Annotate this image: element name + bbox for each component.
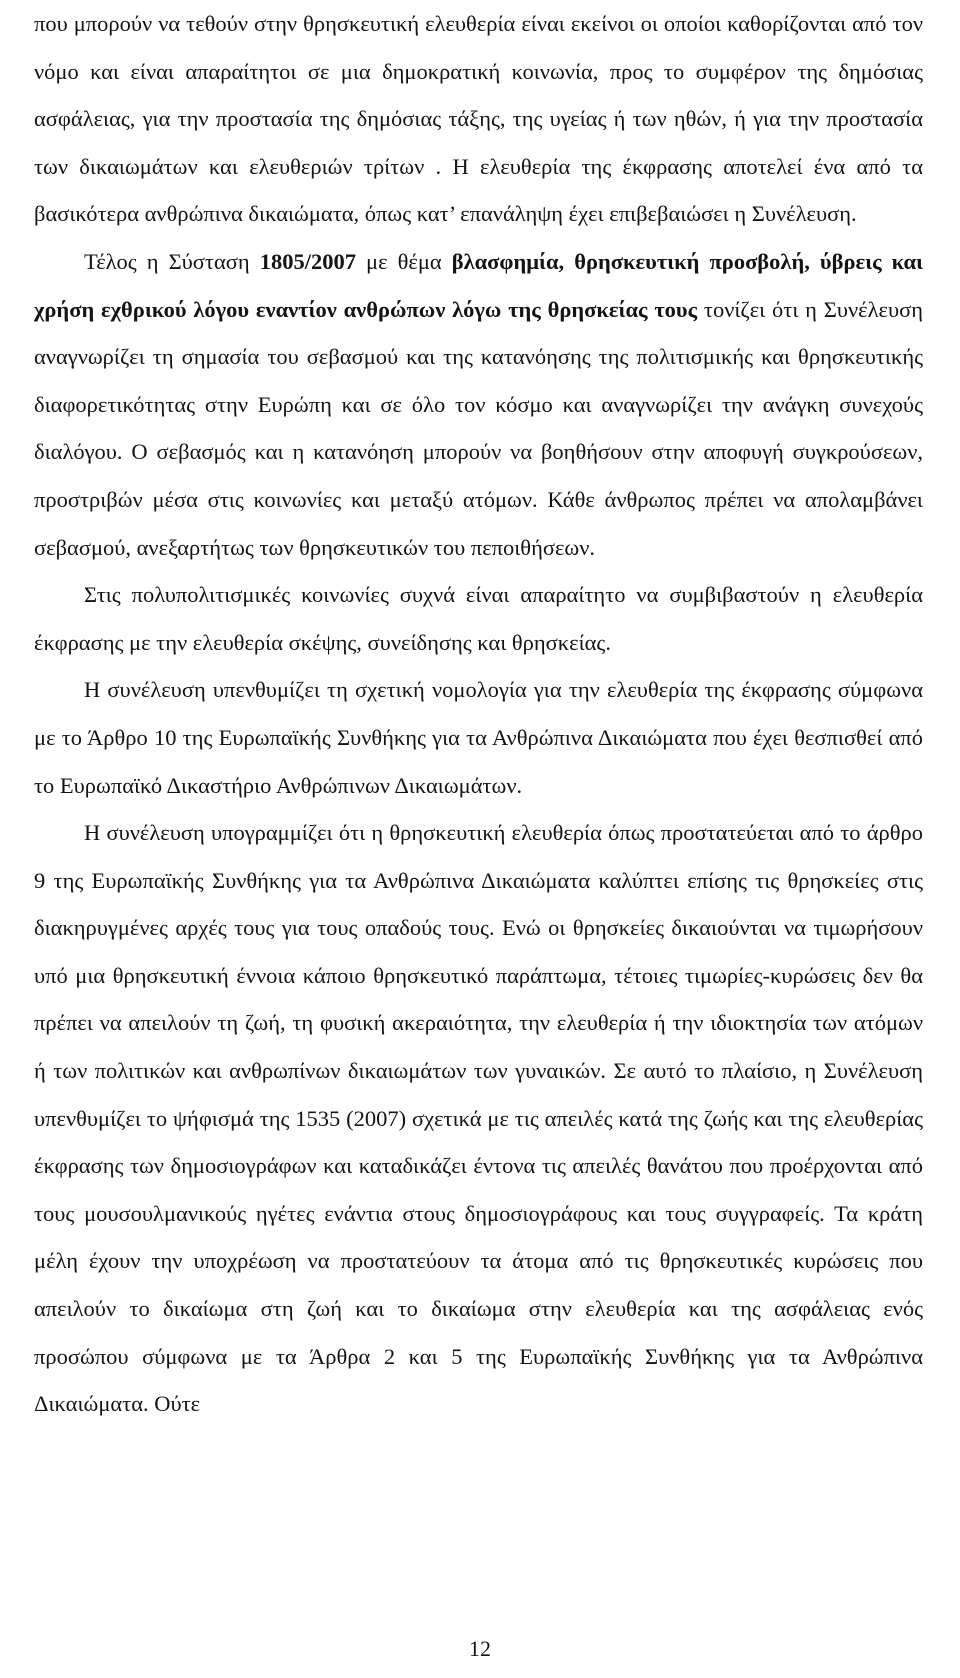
paragraph [34, 0, 923, 238]
text-run: τονίζει ότι η Συνέλευση αναγνωρίζει τη σημασία του σεβασμού και της κατανόησης της πολιτισμικής και θρησκευτικής διαφορετικότητας στην Ευρώπη και σε όλο τον κόσμο και αναγνωρίζει την ανάγκη συνεχούς διαλόγου. Ο σεβασμός και η κατανόηση μπορούν να βοηθήσουν στην αποφυγή συγκρούσεων, προστριβών μέσα στις κοινωνίες και μεταξύ ατόμων. Κάθε άνθρωπος πρέπει να απολαμβάνει σεβασμού, ανεξαρτήτως των θρησκευτικών του πεποιθήσεων. [34, 296, 923, 560]
paragraph [34, 571, 923, 666]
text-run: που μπορούν να τεθούν στην θρησκευτική ελευθερία είναι εκείνοι οι οποίοι καθορίζονται από τον νόμο και είναι απαραίτητοι σε μια δημοκρατική κοινωνία, προς το συμφέρον της δημόσιας ασφάλειας, για την προστασία της δημόσιας τάξης, της υγείας ή των ηθών, ή για την προστασία των δικαιωμάτων και ελευθεριών τρίτων . Η ελευθερία της έκφρασης αποτελεί ένα από τα βασικότερα ανθρώπινα δικαιώματα, όπως κατ’ επανάληψη έχει επιβεβαιώσει η Συνέλευση. [34, 11, 923, 227]
recommendation-subject: βλασφημία, θρησκευτική προσβολή, ύβρεις και χρήση εχθρικού λόγου εναντίον ανθρώπων λόγω της θρησκείας τους [34, 248, 923, 322]
text-run: με θέμα [355, 248, 452, 274]
text-run: Τέλος η Σύσταση [84, 248, 260, 274]
paragraph [34, 666, 923, 809]
text-run: Η συνέλευση υπενθυμίζει τη σχετική νομολογία για την ελευθερία της έκφρασης σύμφωνα με το Άρθρο 10 της Ευρωπαϊκής Συνθήκης για τα Ανθρώπινα Δικαιώματα που έχει θεσπισθεί από το Ευρωπαϊκό Δικαστήριο Ανθρώπινων Δικαιωμάτων. [34, 677, 923, 798]
paragraph [34, 238, 923, 571]
document-body [34, 0, 923, 1428]
page-number: 12 [469, 1636, 491, 1661]
text-run: Στις πολυπολιτισμικές κοινωνίες συχνά είναι απαραίτητο να συμβιβαστούν η ελευθερία έκφρασης με την ελευθερία σκέψης, συνείδησης και θρησκείας. [34, 582, 923, 655]
recommendation-number: 1805/2007 [259, 248, 356, 274]
paragraph [34, 809, 923, 1428]
text-run: Η συνέλευση υπογραμμίζει ότι η θρησκευτική ελευθερία όπως προστατεύεται από το άρθρο 9 της Ευρωπαϊκής Συνθήκης για τα Ανθρώπινα Δικαιώματα καλύπτει επίσης τις θρησκείες στις διακηρυγμένες αρχές τους για τους οπαδούς τους. Ενώ οι θρησκείες δικαιούνται να τιμωρήσουν υπό μια θρησκευτική έννοια κάποιο θρησκευτικό παράπτωμα, τέτοιες τιμωρίες-κυρώσεις δεν θα πρέπει να απειλούν τη ζωή, τη φυσική ακεραιότητα, την ελευθερία ή την ιδιοκτησία των ατόμων ή των πολιτικών και ανθρωπίνων δικαιωμάτων των γυναικών. Σε αυτό το πλαίσιο, η Συνέλευση υπενθυμίζει το ψήφισμά της 1535 (2007) σχετικά με τις απειλές κατά της ζωής και της ελευθερίας έκφρασης των δημοσιογράφων και καταδικάζει έντονα τις απειλές θανάτου που προέρχονται από τους μουσουλμανικούς ηγέτες ενάντια στους δημοσιογράφους και τους συγγραφείς. Τα κράτη μέλη έχουν την υποχρέωση να προστατεύουν τα άτομα από τις θρησκευτικές κυρώσεις που απειλούν το δικαίωμα στη ζωή και το δικαίωμα στην ελευθερία και της ασφάλειας ενός προσώπου σύμφωνα με τα Άρθρα 2 και 5 της Ευρωπαϊκής Συνθήκης για τα Ανθρώπινα Δικαιώματα. Ούτε [34, 820, 923, 1417]
